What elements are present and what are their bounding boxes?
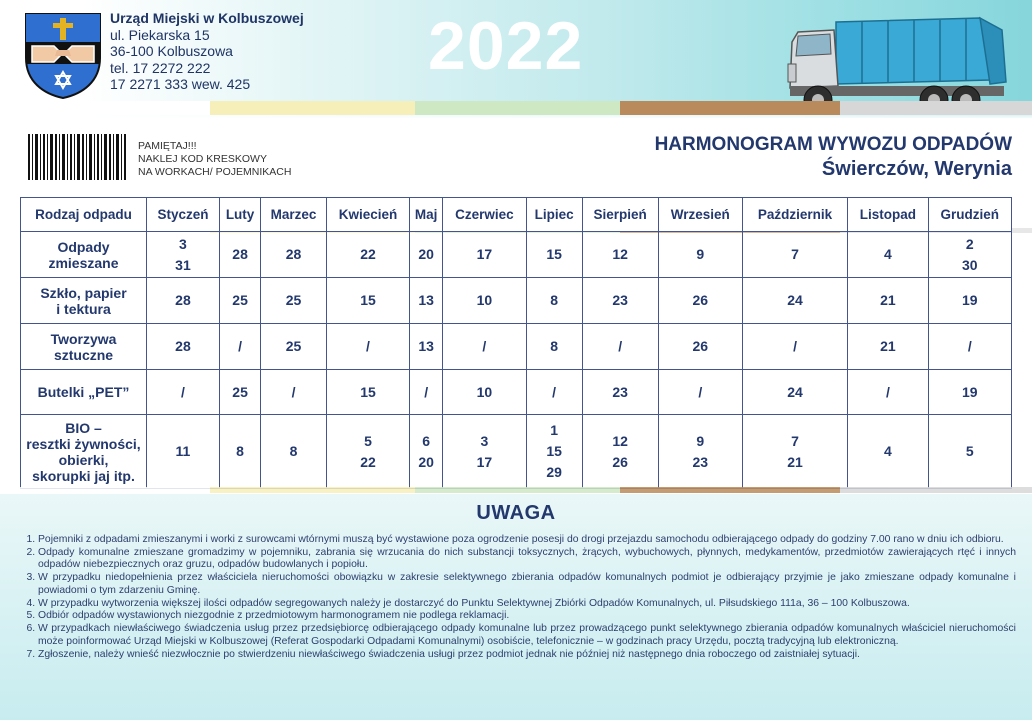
pickup-day: 24 xyxy=(787,383,803,400)
table-decorative-stripe-bottom xyxy=(0,487,1032,493)
schedule-table-container xyxy=(20,197,1012,488)
note-item: 5. Odbiór odpadów wystawionych niezgodnie z przedmiotowym harmonogramem nie podlega reklamacji. xyxy=(38,610,1016,622)
phone-main: tel. 17 2272 222 xyxy=(110,59,211,76)
column-header-type: Rodzaj odpadu xyxy=(21,198,147,232)
pickup-day: 25 xyxy=(232,383,248,400)
pickup-date-cell xyxy=(219,232,260,278)
pickup-date-cell xyxy=(261,232,327,278)
pickup-day: 26 xyxy=(612,453,628,470)
pickup-day: 9 xyxy=(696,246,705,262)
title-main: HARMONOGRAM WYWOZU ODPADÓW xyxy=(654,134,1012,155)
waste-type-label-line: Szkło, papier xyxy=(40,284,127,301)
schedule-year: 2022 xyxy=(428,8,584,84)
waste-type-label xyxy=(21,324,147,370)
pickup-day: 23 xyxy=(612,383,628,400)
pickup-date-cell xyxy=(928,415,1011,489)
note-item: 1. Pojemniki z odpadami zmieszanymi i worki z surowcami wtórnymi muszą być wystawione poza ogrodzenie posesji do drogi przejazdu samochodu odbierającego odpady do godziny 7.00 rano w dniu ich odbioru. xyxy=(38,534,1016,546)
pickup-date-cell xyxy=(326,415,409,489)
pickup-day: 30 xyxy=(961,256,978,273)
pickup-date-cell xyxy=(742,278,847,324)
pickup-date-cell xyxy=(326,324,409,370)
pickup-day: 31 xyxy=(175,256,191,273)
column-header-month: Grudzień xyxy=(928,198,1011,232)
pickup-date-cell xyxy=(848,415,928,489)
pickup-date-cell xyxy=(443,232,526,278)
pickup-date-cell xyxy=(443,278,526,324)
pickup-day: / xyxy=(967,338,972,354)
notes-heading: UWAGA xyxy=(476,502,556,524)
waste-type-label-line: i tektura xyxy=(56,300,111,317)
pickup-date-cell xyxy=(443,370,526,415)
office-address xyxy=(110,10,304,93)
pickup-day: 24 xyxy=(787,292,803,308)
waste-type-label xyxy=(21,415,147,489)
pickup-date-cell xyxy=(410,232,443,278)
pickup-day: 3 xyxy=(179,235,187,252)
pickup-day: 25 xyxy=(285,292,302,308)
pickup-date-cell xyxy=(147,415,220,489)
pickup-date-cell xyxy=(582,232,658,278)
pickup-date-cell xyxy=(928,370,1011,415)
pickup-date-cell xyxy=(658,278,742,324)
pickup-day: 15 xyxy=(360,292,376,308)
pickup-day: 10 xyxy=(476,292,493,308)
pickup-day: 20 xyxy=(418,246,434,262)
pickup-date-cell xyxy=(526,232,582,278)
pickup-date-cell xyxy=(526,415,582,489)
pickup-date-cell xyxy=(410,415,443,489)
pickup-date-cell xyxy=(848,278,928,324)
pickup-day: 23 xyxy=(692,453,709,470)
pickup-date-cell xyxy=(928,278,1011,324)
pickup-day: 21 xyxy=(787,453,803,470)
pickup-day: 12 xyxy=(612,246,628,262)
address-city: 36-100 Kolbuszowa xyxy=(110,43,233,59)
column-header-month: Kwiecień xyxy=(326,198,409,232)
pickup-day: 7 xyxy=(791,432,799,449)
pickup-day: 4 xyxy=(884,246,892,262)
pickup-day: 8 xyxy=(289,443,298,459)
note-item: 7. Zgłoszenie, należy wnieść niezwłocznie po stwierdzeniu niewłaściwego świadczenia usługi przez podmiot jednak nie później niż następnego dnia roboczego od zaistniałej sytuacji. xyxy=(38,649,1016,661)
table-row xyxy=(21,278,1012,324)
pickup-day: 6 xyxy=(422,432,431,449)
pickup-day: 20 xyxy=(418,453,434,470)
pickup-date-cell xyxy=(658,232,742,278)
pickup-day: 5 xyxy=(965,443,974,459)
pickup-day: / xyxy=(424,383,429,400)
table-row xyxy=(21,415,1012,489)
pickup-date-cell xyxy=(410,370,443,415)
pickup-date-cell xyxy=(658,370,742,415)
pickup-day: 26 xyxy=(692,338,709,354)
pickup-day: 13 xyxy=(418,292,434,308)
waste-type-label xyxy=(21,370,147,415)
pickup-date-cell xyxy=(410,278,443,324)
pickup-day: / xyxy=(885,383,890,400)
pickup-day: 13 xyxy=(418,338,434,354)
table-body xyxy=(21,232,1012,489)
pickup-day: / xyxy=(793,338,797,354)
column-header-month: Sierpień xyxy=(582,198,658,232)
pickup-day: 19 xyxy=(961,383,978,400)
pickup-date-cell xyxy=(526,370,582,415)
waste-type-label xyxy=(21,232,147,278)
pickup-date-cell xyxy=(928,232,1011,278)
table-row xyxy=(21,370,1012,415)
pickup-day: 19 xyxy=(961,292,978,308)
pickup-date-cell xyxy=(326,370,409,415)
pickup-date-cell xyxy=(219,278,260,324)
pickup-day: 3 xyxy=(480,432,489,449)
notes-section xyxy=(0,494,1032,720)
pickup-date-cell xyxy=(147,324,220,370)
pickup-day: 25 xyxy=(285,338,302,354)
pickup-day: 17 xyxy=(476,246,493,262)
pickup-date-cell xyxy=(219,415,260,489)
pickup-date-cell xyxy=(526,278,582,324)
waste-type-label-line: skorupki jaj itp. xyxy=(32,467,135,484)
pickup-day: / xyxy=(366,338,370,354)
office-name: Urząd Miejski w Kolbuszowej xyxy=(110,10,304,26)
pickup-day: / xyxy=(618,338,623,354)
pickup-day: / xyxy=(291,383,296,400)
pickup-date-cell xyxy=(261,278,327,324)
pickup-date-cell xyxy=(326,232,409,278)
waste-type-label-line: BIO – xyxy=(65,419,102,436)
pickup-day: 28 xyxy=(232,246,248,262)
pickup-day: 28 xyxy=(175,338,191,354)
pickup-date-cell xyxy=(582,370,658,415)
column-header-month: Styczeń xyxy=(147,198,220,232)
pickup-day: 25 xyxy=(232,292,248,308)
pickup-date-cell xyxy=(582,278,658,324)
column-header-month: Czerwiec xyxy=(443,198,526,232)
note-item: 4. W przypadku wytworzenia większej ilości odpadów segregowanych należy je dostarczyć do Punktu Selektywnej Zbiórki Odpadów Komunalnych, ul. Piłsudskiego 111a, 36 – 100 Kolbuszowa. xyxy=(38,598,1016,610)
column-header-month: Luty xyxy=(219,198,260,232)
pickup-day: 21 xyxy=(880,338,896,354)
pickup-day: 21 xyxy=(880,292,896,308)
column-header-month: Maj xyxy=(410,198,443,232)
pickup-day: 5 xyxy=(364,432,372,449)
pickup-day: 15 xyxy=(546,246,562,262)
notes-list xyxy=(22,534,1016,662)
schedule-table xyxy=(20,197,1012,489)
pickup-day: 8 xyxy=(236,443,244,459)
table-header-row xyxy=(21,198,1012,232)
pickup-date-cell xyxy=(261,370,327,415)
pickup-date-cell xyxy=(443,324,526,370)
pickup-day: 10 xyxy=(476,383,493,400)
pickup-date-cell xyxy=(582,415,658,489)
address-street: ul. Piekarska 15 xyxy=(110,26,210,43)
pickup-date-cell xyxy=(326,278,409,324)
pickup-date-cell xyxy=(147,370,220,415)
pickup-day: / xyxy=(238,338,243,354)
pickup-date-cell xyxy=(261,415,327,489)
pickup-date-cell xyxy=(261,324,327,370)
table-row xyxy=(21,324,1012,370)
pickup-day: 26 xyxy=(692,292,709,308)
pickup-date-cell xyxy=(928,324,1011,370)
column-header-month: Marzec xyxy=(261,198,327,232)
pickup-day: 1 xyxy=(550,422,558,438)
column-header-month: Listopad xyxy=(848,198,928,232)
waste-type-label-line: zmieszane xyxy=(48,254,119,271)
pickup-day: 12 xyxy=(612,432,628,449)
pickup-day: 17 xyxy=(476,453,493,470)
pickup-date-cell xyxy=(742,415,847,489)
pickup-day: / xyxy=(698,383,703,400)
reminder-line-1: PAMIĘTAJ!!! xyxy=(138,140,197,152)
pickup-day: / xyxy=(181,383,185,400)
waste-type-label xyxy=(21,278,147,324)
pickup-day: 15 xyxy=(360,383,376,400)
pickup-date-cell xyxy=(147,232,220,278)
pickup-day: 11 xyxy=(175,443,191,459)
pickup-day: 22 xyxy=(360,453,376,470)
pickup-date-cell xyxy=(848,232,928,278)
pickup-day: 9 xyxy=(696,432,705,449)
pickup-date-cell xyxy=(147,278,220,324)
column-header-month: Wrzesień xyxy=(658,198,742,232)
barcode-reminder xyxy=(138,140,291,179)
waste-type-label-line: resztki żywności, xyxy=(26,435,141,452)
pickup-day: 29 xyxy=(546,464,562,480)
pickup-date-cell xyxy=(848,324,928,370)
waste-type-label-line: Odpady xyxy=(57,238,110,255)
pickup-day: / xyxy=(552,383,557,400)
title-localities: Świerczów, Werynia xyxy=(821,158,1012,180)
reminder-line-3: NA WORKACH/ POJEMNIKACH xyxy=(138,166,292,178)
decorative-stripe xyxy=(0,101,1032,115)
reminder-line-2: NAKLEJ KOD KRESKOWY xyxy=(138,153,267,165)
phone-extension: 17 2271 333 wew. 425 xyxy=(110,76,251,92)
pickup-date-cell xyxy=(526,324,582,370)
pickup-date-cell xyxy=(219,324,260,370)
column-header-month: Lipiec xyxy=(526,198,582,232)
table-row xyxy=(21,232,1012,278)
barcode-icon xyxy=(26,132,130,182)
pickup-day: 8 xyxy=(550,338,558,354)
waste-type-label-line: Tworzywa xyxy=(50,330,117,347)
pickup-day: 28 xyxy=(175,292,191,308)
waste-type-label-line: sztuczne xyxy=(53,346,114,363)
schedule-title xyxy=(655,134,1012,182)
pickup-date-cell xyxy=(742,324,847,370)
note-item: 2. Odpady komunalne zmieszane gromadzimy w pojemniku, zabrania się wrzucania do nich substancji toksycznych, żrących, wybuchowych, płynnych, medykamentów, przedmiotów zawierających rtęć i innych odpadów niebezpiecznych oraz gruzu, odpadów budowlanych i popiołu. xyxy=(38,547,1016,572)
pickup-date-cell xyxy=(443,415,526,489)
pickup-date-cell xyxy=(582,324,658,370)
pickup-date-cell xyxy=(742,232,847,278)
note-item: 6. W przypadkach niewłaściwego świadczenia usług przez przedsiębiorcę odbierającego odpady komunalne lub przez prowadzącego punkt selektywnego zbierania odpadów komunalnych właściciel nieruchomości może poinformować Urząd Miejski w Kolbuszowej (Referat Gospodarki Odpadami Komunalnymi) osobiście, telefonicznie – w godzinach pracy Urzędu, pocztą tradycyjną lub elektroniczną. xyxy=(38,623,1016,648)
pickup-day: 28 xyxy=(285,246,302,262)
coat-of-arms-icon xyxy=(24,12,102,100)
waste-type-label-line: obierki, xyxy=(58,451,109,468)
pickup-day: 22 xyxy=(360,246,376,262)
pickup-date-cell xyxy=(410,324,443,370)
pickup-day: 8 xyxy=(550,292,558,308)
column-header-month: Październik xyxy=(742,198,847,232)
pickup-day: 15 xyxy=(546,443,562,459)
pickup-date-cell xyxy=(742,370,847,415)
pickup-date-cell xyxy=(658,415,742,489)
pickup-day: / xyxy=(482,338,487,354)
pickup-day: 2 xyxy=(965,235,974,252)
pickup-day: 7 xyxy=(791,246,799,262)
pickup-date-cell xyxy=(658,324,742,370)
pickup-date-cell xyxy=(219,370,260,415)
pickup-date-cell xyxy=(848,370,928,415)
note-item: 3. W przypadku niedopełnienia przez właściciela nieruchomości obowiązku w zakresie selektywnego zbierania odpadów komunalnych podmiot je odbierający przyjmie je jako zmieszane odpady komunalne i powiadomi o tym zdarzeniu Gminę. xyxy=(38,572,1016,597)
waste-type-label-line: Butelki „PET” xyxy=(37,384,130,400)
pickup-day: 4 xyxy=(884,443,892,459)
pickup-day: 23 xyxy=(612,292,628,308)
